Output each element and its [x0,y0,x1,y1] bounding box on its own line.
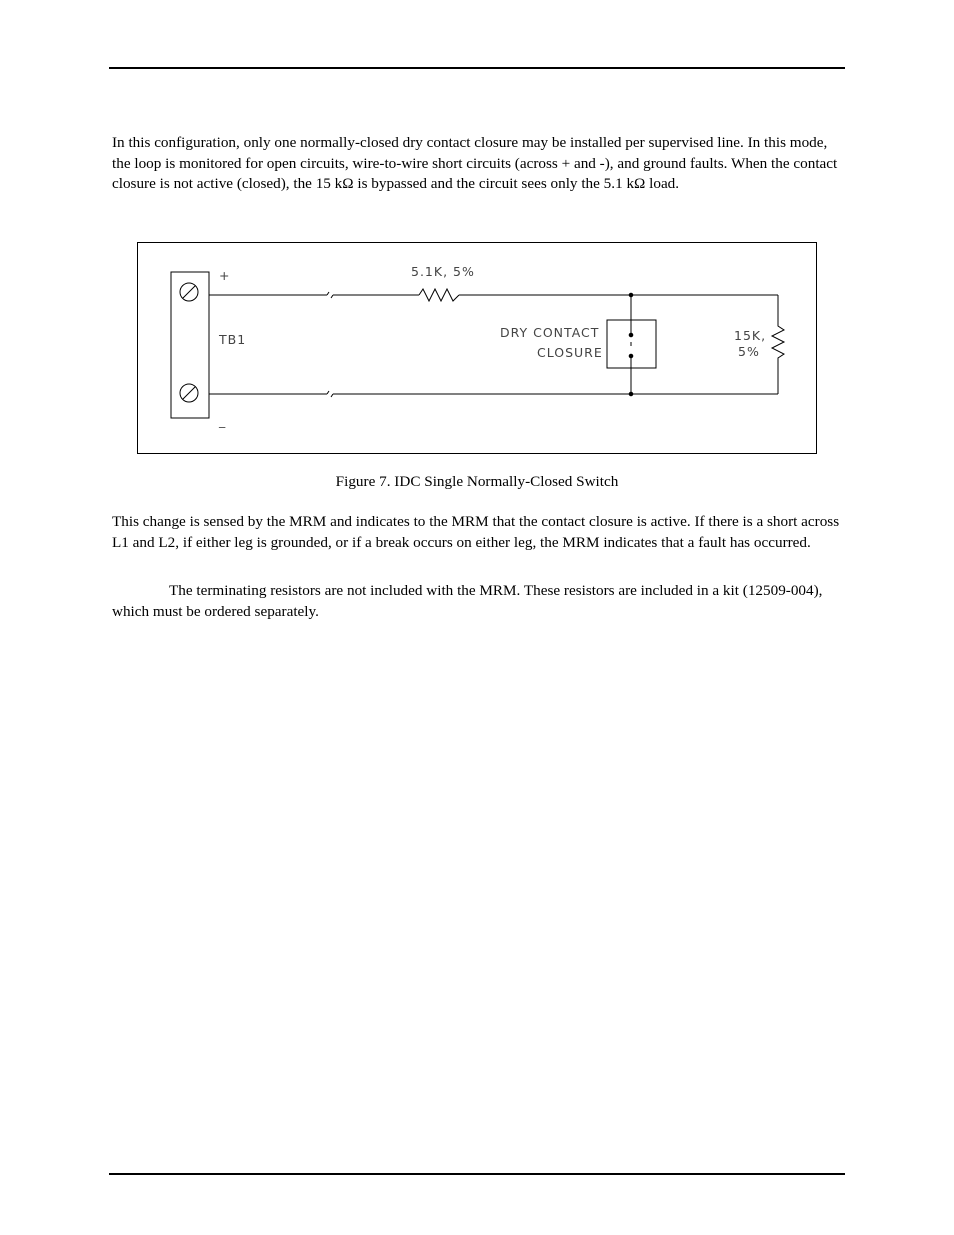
plus-label: + [219,268,231,283]
dry-contact-switch [629,293,633,396]
resistor-15k [772,322,784,366]
resistor-15k-label-line1: 15K, [734,328,767,343]
resistor-5-1k [419,289,459,301]
tb1-label: TB1 [219,332,247,347]
figure-border [138,243,817,454]
bottom-wire [209,366,778,397]
top-wire [209,289,778,322]
resistor-15k-label-line2: 5% [738,344,760,359]
terminal-screw-top-icon [180,283,198,301]
resistor-5-1k-label: 5.1K, 5% [411,264,475,279]
terminal-block-tb1 [171,272,209,418]
header-rule [109,67,845,69]
figure-caption: Figure 7. IDC Single Normally-Closed Switch [335,473,619,490]
contact-label-line2: CLOSURE [537,345,603,360]
footer-rule [109,1173,845,1175]
body-paragraph-1: This change is sensed by the MRM and indicates to the MRM that the contact closure is active. If there is a short across L1 and L2, if either leg is grounded, or if a break occurs on either leg, the MRM indicates that a fault has occurred. [112,513,840,551]
minus-label: _ [219,413,227,428]
terminal-screw-bottom-icon [180,384,198,402]
contact-label-line1: DRY CONTACT [500,325,600,340]
intro-paragraph: In this configuration, only one normally-closed dry contact closure may be installed per supervised line. In this mode, the loop is monitored for open circuits, wire-to-wire short circuits (across + and -), and ground faults. When the contact closure is not active (closed), the 15 kΩ is bypassed and the circuit sees only the 5.1 kΩ load. [112,134,838,192]
wiring-diagram [137,242,817,454]
body-paragraph-2: The terminating resistors are not included with the MRM. These resistors are included in a kit (12509-004), which must be ordered separately. [112,582,823,620]
